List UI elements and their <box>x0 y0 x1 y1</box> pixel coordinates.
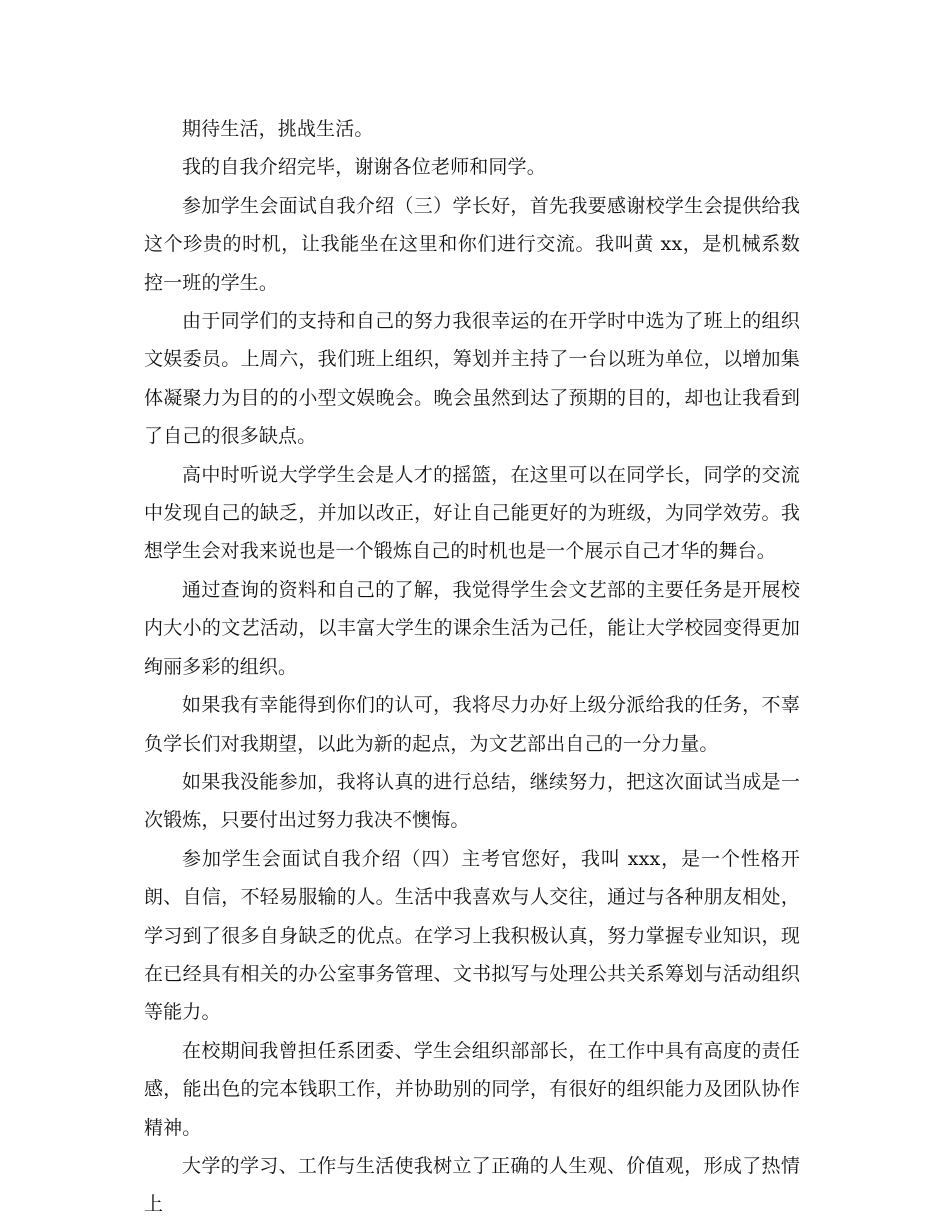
paragraph-8: 如果我没能参加，我将认真的进行总结，继续努力，把这次面试当成是一次锻炼，只要付出过努力我决不懊悔。 <box>144 770 800 832</box>
paragraph-1: 期待生活，挑战生活。 <box>182 118 374 140</box>
paragraph-3: 参加学生会面试自我介绍（三）学长好，首先我要感谢校学生会提供给我这个珍贵的时机，让我能坐在这里和你们进行交流。我叫黄 xx，是机械系数控一班的学生。 <box>144 194 800 294</box>
paragraph-10: 在校期间我曾担任系团委、学生会组织部部长，在工作中具有高度的责任感，能出色的完本钱职工作，并协助别的同学，有很好的组织能力及团队协作精神。 <box>144 1039 800 1139</box>
paragraph-4: 由于同学们的支持和自己的努力我很幸运的在开学时中选为了班上的组织文娱委员。上周六，我们班上组织，筹划并主持了一台以班为单位，以增加集体凝聚力为目的的小型文娱晚会。晚会虽然到达了预期的目的，却也让我看到了自己的很多缺点。 <box>144 310 800 448</box>
paragraph-5: 高中时听说大学学生会是人才的摇篮，在这里可以在同学长，同学的交流中发现自己的缺乏，并加以改正，好让自己能更好的为班级，为同学效劳。我想学生会对我来说也是一个锻炼自己的时机也是一个展示自己才华的舞台。 <box>144 463 800 563</box>
paragraph-7: 如果我有幸能得到你们的认可，我将尽力办好上级分派给我的任务，不辜负学长们对我期望，以此为新的起点，为文艺部出自己的一分力量。 <box>144 694 800 755</box>
paragraph-6: 通过查询的资料和自己的了解，我觉得学生会文艺部的主要任务是开展校内大小的文艺活动，以丰富大学生的课余生活为己任，能让大学校园变得更加绚丽多彩的组织。 <box>144 578 800 678</box>
paragraph-11: 大学的学习、工作与生活使我树立了正确的人生观、价值观，形成了热情上 <box>144 1154 800 1216</box>
paragraph-9: 参加学生会面试自我介绍（四）主考官您好，我叫 xxx，是一个性格开朗、自信，不轻易服输的人。生活中我喜欢与人交往，通过与各种朋友相处，学习到了很多自身缺乏的优点。在学习上我积极认真，努力掌握专业知识，现在已经具有相关的办公室事务管理、文书拟写与处理公共关系筹划与活动组织等能力。 <box>144 847 800 1024</box>
paragraph-2: 我的自我介绍完毕，谢谢各位老师和同学。 <box>182 156 546 179</box>
document-body <box>144 110 800 1224</box>
